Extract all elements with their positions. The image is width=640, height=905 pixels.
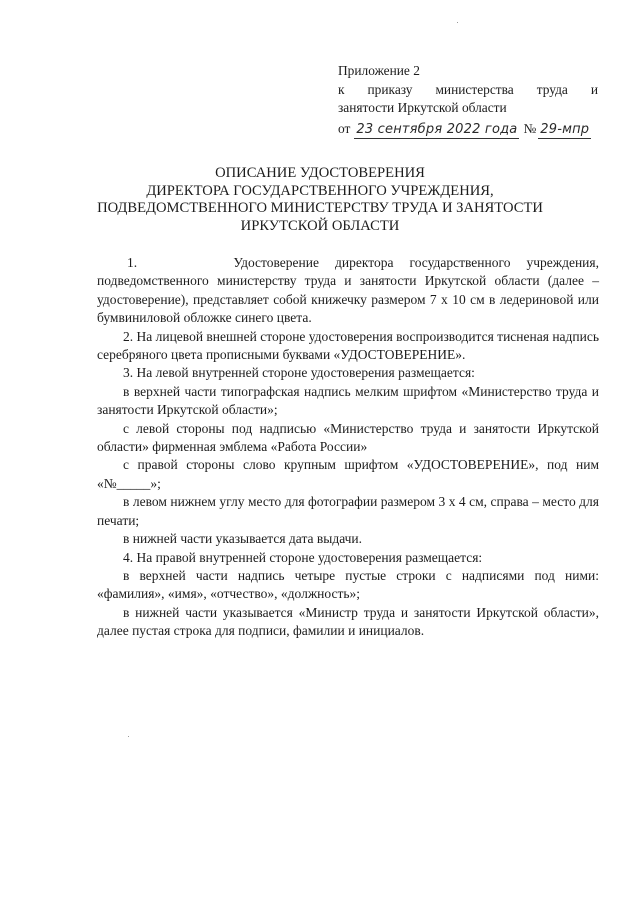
scan-speck bbox=[457, 22, 458, 23]
appendix-word: приказу bbox=[367, 81, 413, 97]
order-prefix: от bbox=[338, 120, 351, 136]
appendix-word: к bbox=[338, 81, 345, 97]
paragraph: с правой стороны слово крупным шрифтом «УДОСТОВЕРЕНИЕ», под ним «№_____»; bbox=[97, 457, 599, 491]
title-line: ОПИСАНИЕ УДОСТОВЕРЕНИЯ bbox=[215, 165, 425, 181]
appendix-block bbox=[338, 62, 598, 139]
appendix-word: труда bbox=[536, 81, 568, 97]
order-number-label: № bbox=[523, 120, 537, 136]
paragraph: 3. На левой внутренней стороне удостоверения размещается: bbox=[123, 365, 475, 381]
appendix-word: и bbox=[590, 81, 598, 97]
handwritten-order-date: 23 сентября 2022 года bbox=[356, 121, 518, 137]
appendix-word: министерства bbox=[435, 81, 514, 97]
paragraph: в левом нижнем углу место для фотографии размером 3 х 4 см, справа – место для печати; bbox=[97, 494, 599, 528]
document-body bbox=[97, 254, 599, 641]
paragraph: в верхней части надпись четыре пустые строки с надписями под ними: «фамилия», «имя», «отчество», «должность»; bbox=[97, 567, 599, 602]
paragraph: с левой стороны под надписью «Министерство труда и занятости Иркутской области» фирменная эмблема «Работа России» bbox=[97, 420, 599, 455]
handwritten-order-number: 29-мпр bbox=[540, 121, 590, 137]
appendix-title: Приложение 2 bbox=[338, 63, 420, 78]
title-line: ДИРЕКТОРА ГОСУДАРСТВЕННОГО УЧРЕЖДЕНИЯ, bbox=[146, 182, 494, 199]
title-line: ПОДВЕДОМСТВЕННОГО МИНИСТЕРСТВУ ТРУДА И ЗАНЯТОСТИ bbox=[97, 200, 543, 216]
appendix-ministry: занятости Иркутской области bbox=[338, 100, 507, 116]
paragraph: 1. Удостоверение директора государственного учреждения, подведомственного министерству труда и занятости Иркутской области (далее – удостоверение), представляет собой книжечку размером 7 х 10 см в ледериновой или бумвиниловой обложке синего цвета. bbox=[97, 255, 599, 326]
scan-speck bbox=[128, 736, 129, 737]
title-line: ИРКУТСКОЙ ОБЛАСТИ bbox=[240, 217, 400, 234]
document-title bbox=[60, 165, 580, 235]
paragraph: в нижней части указывается «Министр труда и занятости Иркутской области», далее пустая строка для подписи, фамилии и инициалов. bbox=[97, 604, 599, 639]
paragraph: в верхней части типографская надпись мелким шрифтом «Министерство труда и занятости Иркутской области»; bbox=[97, 383, 599, 418]
appendix-order-reference bbox=[338, 81, 598, 100]
paragraph: в нижней части указывается дата выдачи. bbox=[123, 531, 363, 547]
paragraph: 2. На лицевой внешней стороне удостоверения воспроизводится тисненая надпись серебряного цвета прописными буквами «УДОСТОВЕРЕНИЕ». bbox=[97, 328, 600, 363]
paragraph: 4. На правой внутренней стороне удостоверения размещается: bbox=[123, 549, 483, 565]
order-date-number-line bbox=[338, 120, 598, 139]
